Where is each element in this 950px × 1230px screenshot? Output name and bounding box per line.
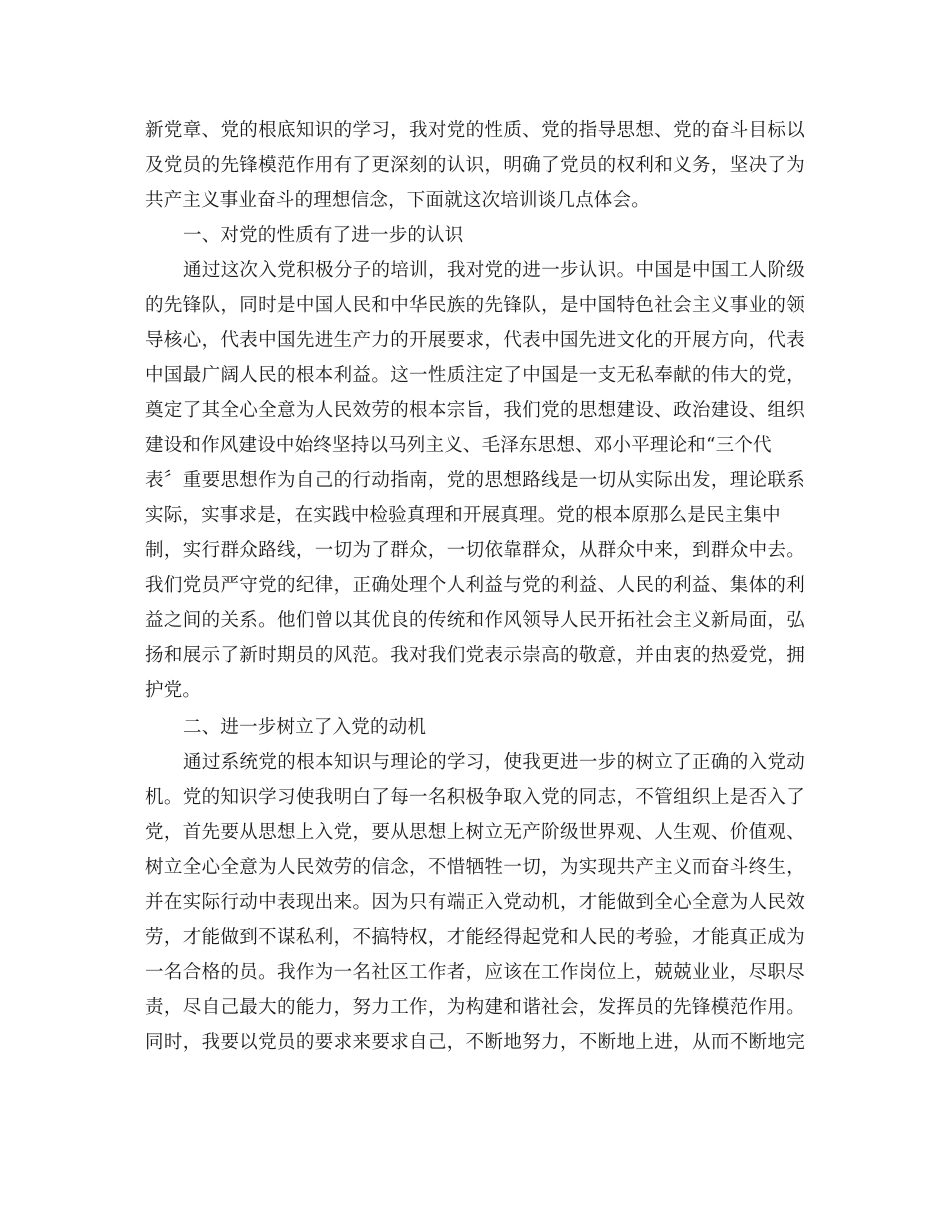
text-line: 共产主义事业奋斗的理想信念，下面就这次培训谈几点体会。 (145, 190, 650, 211)
section-heading: 一、对党的性质有了进一步的认识 (183, 225, 464, 246)
text-line: 并在实际行动中表现出来。因为只有端正入党动机，才能做到全心全意为人民效 (145, 892, 805, 913)
text-line: 奠定了其全心全意为人民效劳的根本宗旨，我们党的思想建设、政治建设、组织 (145, 400, 805, 421)
text-line: 树立全心全意为人民效劳的信念，不惜牺牲一切，为实现共产主义而奋斗终生， (145, 857, 805, 878)
text-line: 导核心，代表中国先进生产力的开展要求，代表中国先进文化的开展方向，代表 (145, 330, 805, 351)
text-line: 建设和作风建设中始终坚持以马列主义、毛泽东思想、邓小平理论和“三个代 (145, 435, 772, 456)
text-line: 党，首先要从思想上入党，要从思想上树立无产阶级世界观、人生观、价值观、 (145, 822, 805, 843)
text-line: 新党章、党的根底知识的学习，我对党的性质、党的指导思想、党的奋斗目标以 (145, 120, 805, 141)
text-line: 表〞重要思想作为自己的行动指南，党的思想路线是一切从实际出发，理论联系 (145, 470, 805, 491)
text-line: 同时，我要以党员的要求来要求自己，不断地努力，不断地上进，从而不断地完 (145, 1032, 805, 1053)
text-line: 及党员的先锋模范作用有了更深刻的认识，明确了党员的权利和义务，坚决了为 (145, 155, 805, 176)
text-line: 的先锋队，同时是中国人民和中华民族的先锋队，是中国特色社会主义事业的领 (145, 295, 805, 316)
text-line: 实际，实事求是，在实践中检验真理和开展真理。党的根本原那么是民主集中 (145, 505, 781, 526)
text-line: 中国最广阔人民的根本利益。这一性质注定了中国是一支无私奉献的伟大的党， (145, 365, 805, 386)
text-line: 益之间的关系。他们曾以其优良的传统和作风领导人民开拓社会主义新局面，弘 (145, 610, 805, 631)
text-line: 通过系统党的根本知识与理论的学习，使我更进一步的树立了正确的入党动 (183, 752, 805, 773)
text-line: 我们党员严守党的纪律，正确处理个人利益与党的利益、人民的利益、集体的利 (145, 575, 805, 596)
document-page (145, 113, 805, 1060)
text-line: 一名合格的员。我作为一名社区工作者，应该在工作岗位上，兢兢业业，尽职尽 (145, 962, 805, 983)
text-line: 劳，才能做到不谋私利，不搞特权，才能经得起党和人民的考验，才能真正成为 (145, 927, 805, 948)
text-line: 责，尽自己最大的能力，努力工作，为构建和谐社会，发挥员的先锋模范作用。 (145, 997, 805, 1018)
text-line: 机。党的知识学习使我明白了每一名积极争取入党的同志，不管组织上是否入了 (145, 787, 805, 808)
text-line: 通过这次入党积极分子的培训，我对党的进一步认识。中国是中国工人阶级 (183, 260, 805, 281)
text-line: 扬和展示了新时期员的风范。我对我们党表示崇高的敬意，并由衷的热爱党，拥 (145, 645, 805, 666)
section-heading: 二、进一步树立了入党的动机 (183, 717, 427, 738)
text-line: 护党。 (145, 680, 202, 701)
text-line: 制，实行群众路线，一切为了群众，一切依靠群众，从群众中来，到群众中去。 (145, 540, 805, 561)
